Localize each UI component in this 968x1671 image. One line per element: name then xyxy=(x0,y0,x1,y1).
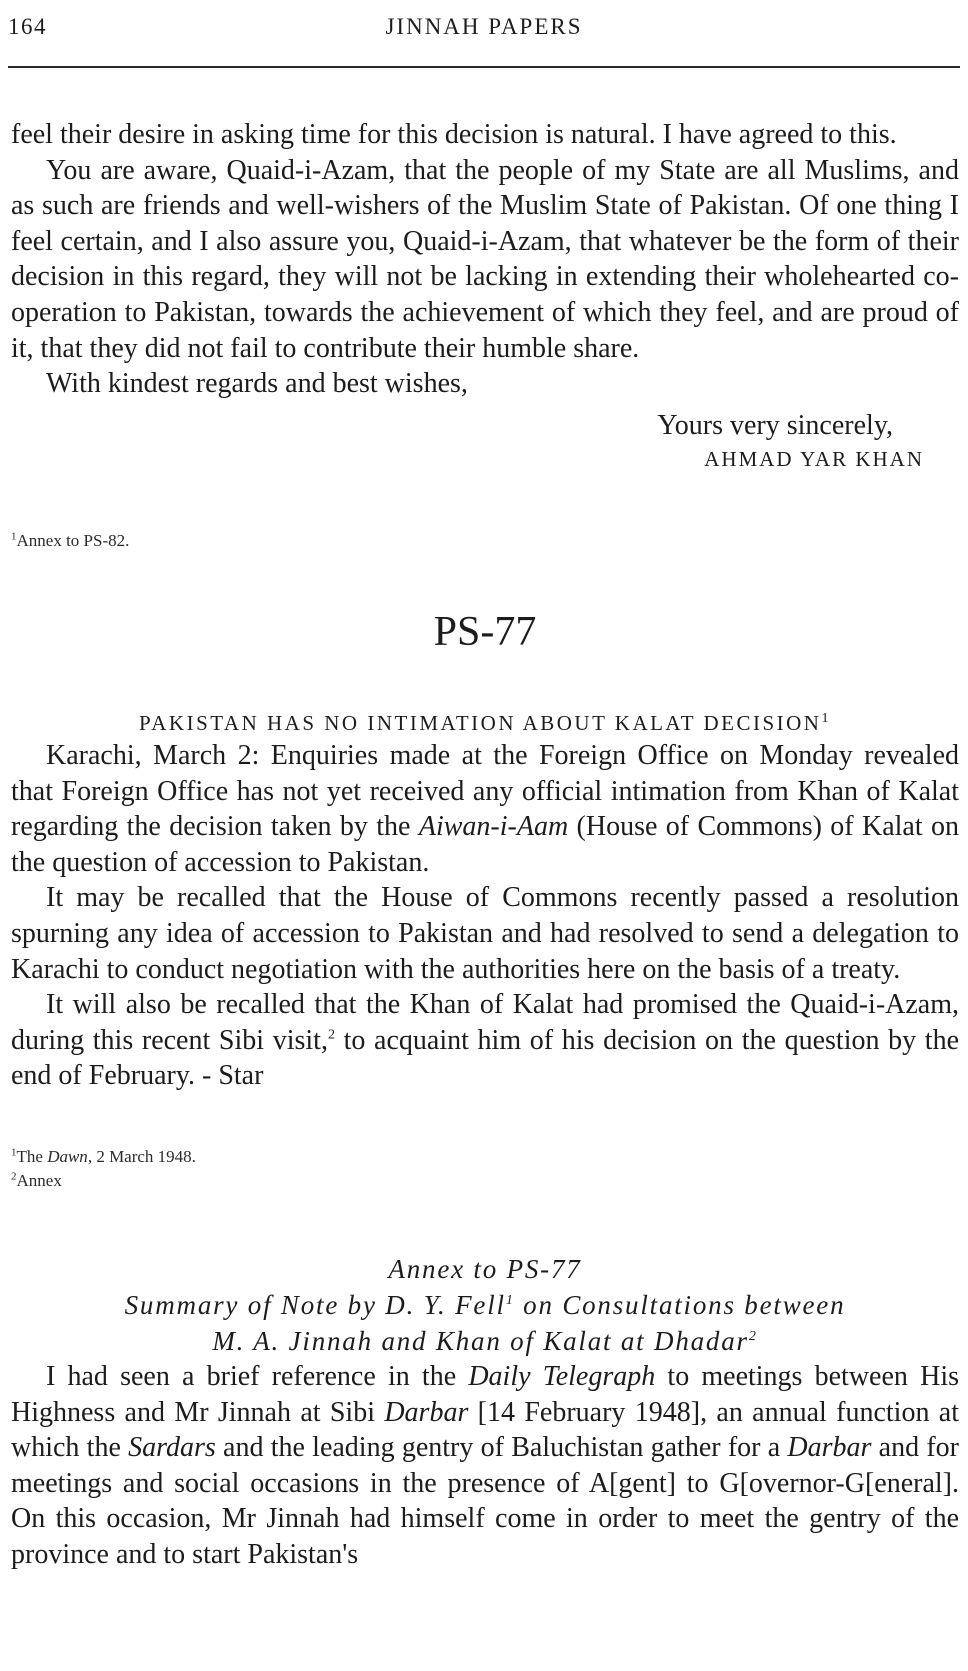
footnote xyxy=(11,529,959,553)
ps77-paragraph-1 xyxy=(11,738,959,880)
footnote-text: The xyxy=(16,1147,48,1166)
document-heading-text: PAKISTAN HAS NO INTIMATION ABOUT KALAT DECISION xyxy=(139,711,822,735)
document-number: PS-77 xyxy=(433,609,537,655)
ps77-paragraph-3 xyxy=(11,987,959,1094)
footnote-mark: 1 xyxy=(11,530,17,543)
running-title: JINNAH PAPERS xyxy=(385,14,583,39)
footnote-block-1 xyxy=(11,529,959,553)
footnote xyxy=(11,1169,959,1193)
footnote-mark: 2 xyxy=(748,1329,758,1344)
italic-term: Aiwan-i-Aam xyxy=(418,811,569,843)
annex-subtitle-line-2 xyxy=(11,1323,959,1359)
paragraph-text: to acquaint him of his decision on the question by the end of February. - Star xyxy=(11,1024,959,1092)
footnote-mark: 1 xyxy=(11,1146,17,1159)
paragraph-text: and the leading gentry of Baluchistan gather for a xyxy=(215,1432,788,1464)
annex-subtitle-text: on Consultations between xyxy=(514,1290,846,1320)
paragraph-text: and for meetings and social occasions in the presence of A[gent] to G[overnor-G[eneral]. On this occasion, Mr Jinnah had himself come in order to meet the gentry of the province and to start Pakistan's xyxy=(11,1432,960,1570)
ps77-paragraph-2: It may be recalled that the House of Commons recently passed a resolution spurning any idea of accession to Pakistan and had resolved to send a delegation to Karachi to conduct negotiation with the authorities here on the basis of a treaty. xyxy=(11,882,959,985)
footnote-text: Annex xyxy=(16,1171,62,1190)
italic-term: Darbar xyxy=(384,1396,469,1428)
page-number: 164 xyxy=(8,14,47,39)
footnote xyxy=(11,1145,959,1169)
annex-section xyxy=(11,1251,959,1573)
footnote-block-2 xyxy=(11,1145,959,1193)
heading-footnote-mark: 1 xyxy=(821,711,831,726)
paragraph-text: to meetings between His Highness and Mr Jinnah at Sibi xyxy=(11,1361,959,1428)
annex-title: Annex to PS-77 xyxy=(388,1254,582,1284)
letter-signature: AHMAD YAR KHAN xyxy=(704,446,924,471)
footnote-text: , 2 March 1948. xyxy=(87,1147,196,1166)
annex-subtitle-text: Summary of Note by D. Y. Fell xyxy=(124,1290,506,1320)
paragraph-text: Karachi, March 2: Enquiries made at the Foreign Office on Monday revealed that Foreign Office has not yet received any official intimation from Khan of Kalat regarding the decision taken by the xyxy=(11,740,959,843)
letter-closing: With kindest regards and best wishes, xyxy=(46,368,468,400)
footnote-mark: 2 xyxy=(11,1170,17,1183)
ps77-section xyxy=(11,607,959,1094)
paragraph-text: [14 February 1948], an annual function at which the xyxy=(11,1396,959,1464)
italic-term: Sardars xyxy=(128,1432,216,1464)
footnote-mark: 2 xyxy=(327,1027,335,1043)
annex-subtitle-text: M. A. Jinnah and Khan of Kalat at Dhadar xyxy=(212,1326,749,1356)
letter-paragraph: You are aware, Quaid-i-Azam, that the people of my State are all Muslims, and as such are friends and well-wishers of the Muslim State of Pakistan. Of one thing I feel certain, and I also assure you, Quaid-i-Azam, that whatever be the form of their decision in this regard, they will not be lacking in extending their wholehearted co-operation to Pakistan, towards the achievement of which they feel, and are proud of it, that they did not fail to contribute their humble share. xyxy=(11,154,959,364)
document-heading xyxy=(11,708,959,738)
italic-term: Daily Telegraph xyxy=(468,1361,656,1392)
italic-term: Dawn xyxy=(47,1147,88,1166)
header-rule xyxy=(8,66,960,68)
letter-signoff: Yours very sincerely, xyxy=(657,409,893,441)
italic-term: Darbar xyxy=(787,1432,872,1464)
annex-paragraph xyxy=(11,1359,959,1573)
letter-continuation: feel their desire in asking time for this decision is natural. I have agreed to this. xyxy=(11,119,897,150)
paragraph-text: (House of Commons) of Kalat on the question of accession to Pakistan. xyxy=(11,811,959,878)
paragraph-text: I had seen a brief reference in the xyxy=(46,1361,469,1392)
paragraph-text: It will also be recalled that the Khan of Kalat had promised the Quaid-i-Azam, during this recent Sibi visit, xyxy=(11,989,959,1056)
footnote-mark: 1 xyxy=(505,1293,515,1308)
footnote-text: Annex to PS-82. xyxy=(16,531,130,550)
running-head xyxy=(8,14,960,44)
annex-subtitle-line-1 xyxy=(11,1287,959,1323)
letter-body xyxy=(11,117,959,474)
